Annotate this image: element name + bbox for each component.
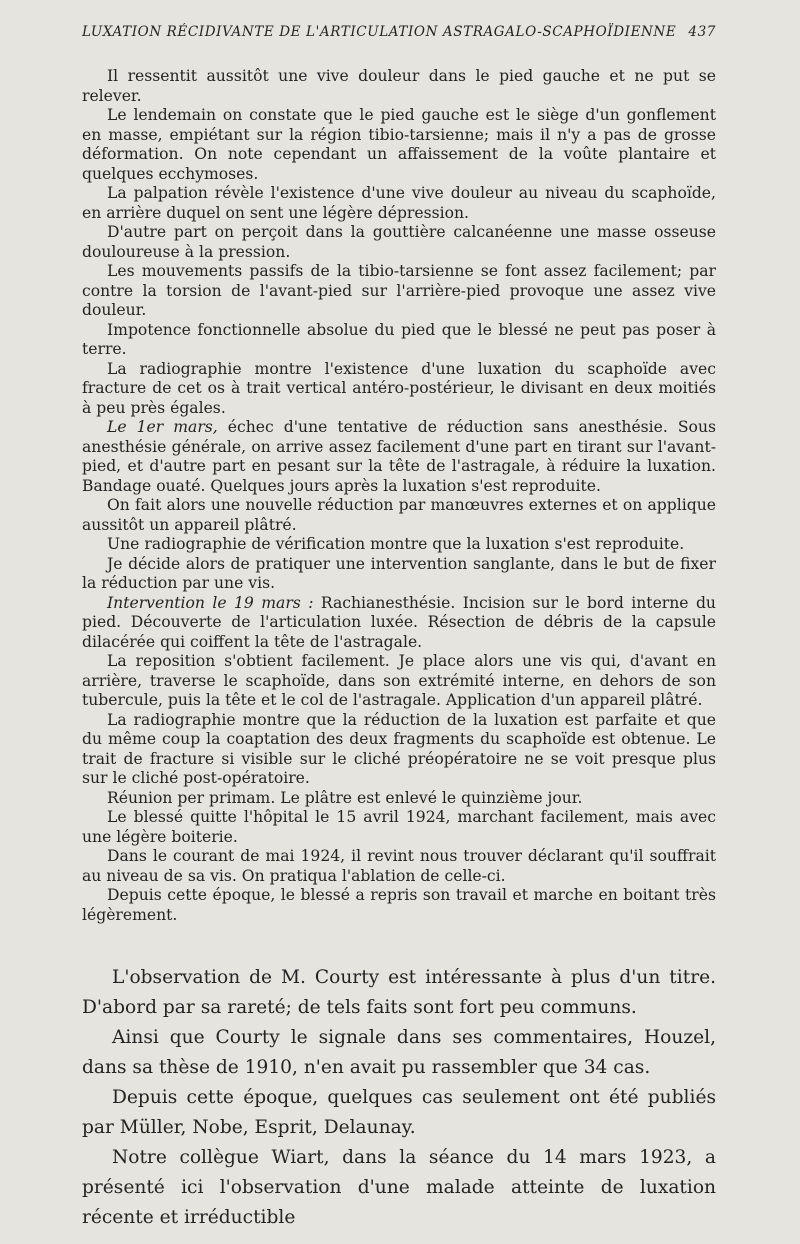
observation-paragraph bbox=[82, 184, 716, 223]
observation-paragraph bbox=[82, 886, 716, 925]
observation-paragraph bbox=[82, 594, 716, 653]
paragraph-text: La radiographie montre que la réduction de la luxation est parfaite et que du même coup la coaptation des deux fragments du scaphoïde est obtenue. Le trait de fracture si visible sur le cliché préopératoire ne se voit presque plus sur le cliché post-opératoire. bbox=[82, 710, 716, 787]
paragraph-text: On fait alors une nouvelle réduction par manœuvres externes et on applique aussitôt un appareil plâtré. bbox=[82, 496, 716, 534]
observation-paragraph bbox=[82, 496, 716, 535]
paragraph-text: Impotence fonctionnelle absolue du pied que le blessé ne peut pas poser à terre. bbox=[82, 320, 716, 358]
commentary bbox=[82, 963, 716, 1233]
italic-lead: Intervention le 19 mars : bbox=[107, 593, 314, 612]
commentary-paragraph bbox=[82, 1083, 716, 1143]
italic-lead: Le 1er mars, bbox=[107, 418, 218, 436]
paragraph-text: L'observation de M. Courty est intéressante à plus d'un titre. D'abord par sa rareté; de tels faits sont fort peu communs. bbox=[82, 967, 716, 1018]
observation-paragraph bbox=[82, 223, 716, 262]
observation-paragraph bbox=[82, 711, 716, 789]
paragraph-text: Depuis cette époque, le blessé a repris son travail et marche en boitant très légèrement. bbox=[82, 886, 716, 924]
paragraph-text: Les mouvements passifs de la tibio-tarsienne se font assez facilement; par contre la torsion de l'avant-pied sur l'arrière-pied provoque une assez vive douleur. bbox=[82, 262, 716, 319]
paragraph-text: Réunion per primam. Le plâtre est enlevé le quinzième jour. bbox=[107, 788, 583, 807]
observation-paragraph bbox=[82, 847, 716, 886]
observation-paragraph bbox=[82, 808, 716, 847]
paragraph-text: D'autre part on perçoit dans la gouttière calcanéenne une masse osseuse douloureuse à la pression. bbox=[82, 223, 716, 261]
observation-paragraph bbox=[82, 555, 716, 594]
paragraph-text: Il ressentit aussitôt une vive douleur dans le pied gauche et ne put se relever. bbox=[82, 67, 716, 105]
paragraph-text: Le blessé quitte l'hôpital le 15 avril 1924, marchant facilement, mais avec une légère boiterie. bbox=[82, 808, 716, 846]
paragraph-text: La palpation révèle l'existence d'une vive douleur au niveau du scaphoïde, en arrière duquel on sent une légère dépression. bbox=[82, 184, 716, 222]
paragraph-text: Rachianesthésie. Incision sur le bord interne du pied. Découverte de l'articulation luxée. Résection de débris de la capsule dilacérée qui coiffent la tête de l'astragale. bbox=[82, 593, 716, 651]
page-number: 437 bbox=[688, 24, 716, 40]
commentary-paragraph bbox=[82, 1143, 716, 1233]
paragraph-text: Depuis cette époque, quelques cas seulement ont été publiés par Müller, Nobe, Esprit, Delaunay. bbox=[82, 1087, 716, 1138]
paragraph-text: Dans le courant de mai 1924, il revint nous trouver déclarant qu'il souffrait au niveau de sa vis. On pratiqua l'ablation de celle-ci. bbox=[82, 847, 716, 885]
paragraph-text: Je décide alors de pratiquer une intervention sanglante, dans le but de fixer la réduction par une vis. bbox=[82, 554, 716, 592]
paragraph-text: Le lendemain on constate que le pied gauche est le siège d'un gonflement en masse, empiétant sur la région tibio-tarsienne; mais il n'y a pas de grosse déformation. On note cependant un affaissement de la voûte plantaire et quelques ecchymoses. bbox=[82, 106, 716, 183]
commentary-paragraph bbox=[82, 963, 716, 1023]
paragraph-text: La radiographie montre l'existence d'une luxation du scaphoïde avec fracture de cet os à trait vertical antéro-postérieur, le divisant en deux moitiés à peu près égales. bbox=[82, 359, 716, 417]
paragraph-text: échec d'une tentative de réduction sans anesthésie. Sous anesthésie générale, on arrive assez facilement d'une part en tirant sur l'avant-pied, et d'autre part en pesant sur la tête de l'astragale, à réduire la luxation. Bandage ouaté. Quelques jours après la luxation s'est reproduite. bbox=[82, 418, 716, 495]
running-header bbox=[82, 24, 716, 40]
commentary-paragraph bbox=[82, 1023, 716, 1083]
case-observation bbox=[82, 67, 716, 925]
observation-paragraph bbox=[82, 418, 716, 496]
observation-paragraph bbox=[82, 67, 716, 106]
observation-paragraph bbox=[82, 535, 716, 555]
running-title: LUXATION RÉCIDIVANTE DE L'ARTICULATION ASTRAGALO-SCAPHOÏDIENNE bbox=[82, 24, 677, 40]
paragraph-text: La reposition s'obtient facilement. Je place alors une vis qui, d'avant en arrière, traverse le scaphoïde, dans son extrémité interne, en dehors de son tubercule, puis la tête et le col de l'astragale. Application d'un appareil plâtré. bbox=[82, 652, 716, 709]
observation-paragraph bbox=[82, 652, 716, 711]
observation-paragraph bbox=[82, 262, 716, 321]
paragraph-text: Ainsi que Courty le signale dans ses commentaires, Houzel, dans sa thèse de 1910, n'en avait pu rassembler que 34 cas. bbox=[82, 1027, 716, 1078]
paragraph-text: Une radiographie de vérification montre que la luxation s'est reproduite. bbox=[107, 535, 685, 553]
observation-paragraph bbox=[82, 789, 716, 809]
observation-paragraph bbox=[82, 106, 716, 184]
observation-paragraph bbox=[82, 321, 716, 360]
paragraph-text: Notre collègue Wiart, dans la séance du 14 mars 1923, a présenté ici l'observation d'une malade atteinte de luxation récente et irréductible bbox=[82, 1147, 716, 1228]
observation-paragraph bbox=[82, 360, 716, 419]
